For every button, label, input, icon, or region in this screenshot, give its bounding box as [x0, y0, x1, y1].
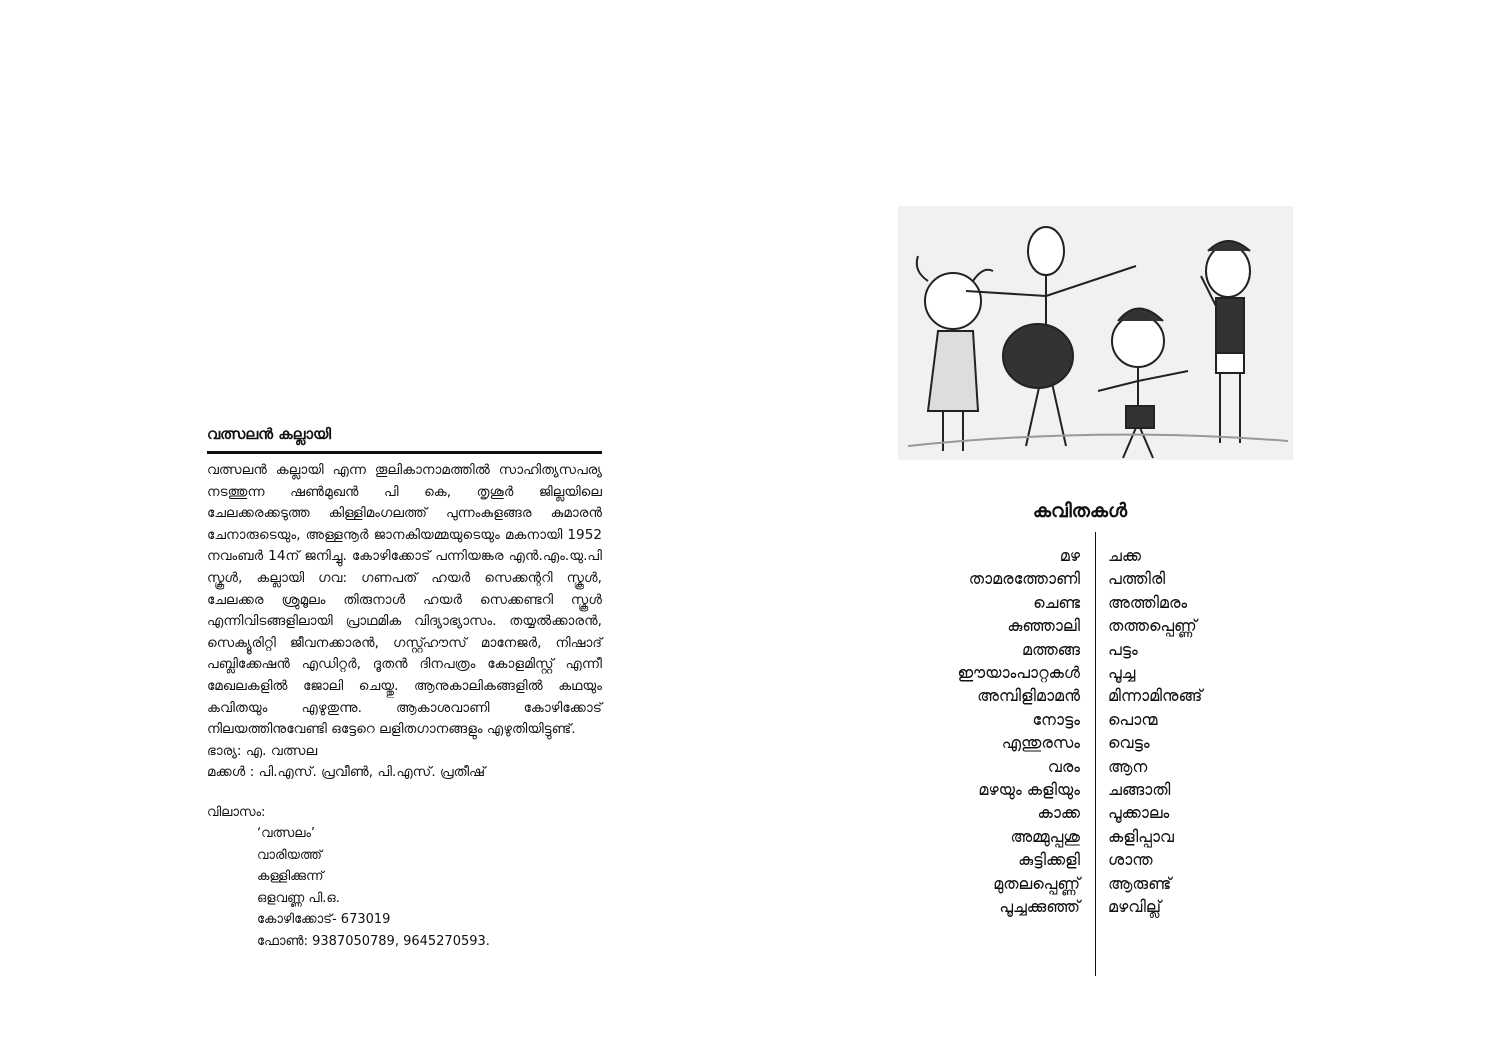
- poem-title-item: മഴവില്ല്: [1108, 897, 1161, 917]
- address-line: ഫോൺ: 9387050789, 9645270593.: [257, 933, 490, 949]
- poems-title: കവിതകൾ: [1032, 500, 1128, 522]
- column-divider: [1095, 532, 1096, 976]
- poem-title-item: പൊന്മ: [1108, 709, 1158, 729]
- poem-title-item: ചക്ക: [1108, 546, 1141, 565]
- poem-title-item: കാക്ക: [1037, 803, 1080, 823]
- address-line: കള്ളിക്കുന്ന്: [257, 869, 324, 885]
- poem-title-item: ചങ്ങാതി: [1108, 780, 1171, 800]
- poem-title-item: ആന: [1108, 756, 1148, 776]
- divider: [207, 451, 602, 454]
- address-line: വാരിയത്ത്: [257, 847, 322, 863]
- address-line: കോഴിക്കോട്- 673019: [257, 912, 391, 928]
- poem-title-item: അത്തിമരം: [1108, 592, 1188, 612]
- address-block: [207, 802, 602, 953]
- spouse: ഭാര്യ: എ. വത്സല: [207, 742, 318, 759]
- poem-title-item: മത്തങ്ങ: [1021, 639, 1080, 659]
- poem-title-item: ശാന്ത: [1108, 850, 1153, 870]
- poem-title-item: കുഞ്ഞാലി: [1007, 616, 1080, 636]
- poem-list-right: [1094, 544, 1202, 919]
- poem-title-item: കളിപ്പാവ: [1108, 826, 1174, 846]
- poem-title-item: ആരുണ്ട്: [1108, 873, 1172, 893]
- poem-title-item: അമ്പിളിമാമൻ: [977, 686, 1080, 706]
- poem-title-item: പട്ടം: [1108, 639, 1138, 659]
- children-playing-illustration: [898, 206, 1293, 460]
- poem-title-item: അമ്മുപ്പശു: [1010, 826, 1080, 846]
- poem-title-item: ഈയാംപാറ്റകൾ: [957, 663, 1080, 683]
- poem-title-item: വെട്ടം: [1108, 733, 1150, 753]
- poem-title-item: വരം: [1047, 756, 1080, 776]
- poem-title-item: പൂച്ചക്കുഞ്ഞ്: [999, 897, 1080, 917]
- author-section: [207, 425, 602, 952]
- poem-title-item: മിന്നാമിനുങ്ങ്: [1108, 686, 1203, 706]
- children: മക്കൾ : പി.എസ്. പ്രവീൺ, പി.എസ്. പ്രതീഷ്: [207, 764, 486, 781]
- poems-section: [900, 500, 1300, 919]
- poem-title-item: നോട്ടം: [1032, 709, 1080, 729]
- address-line: ഒളവണ്ണ പി.ഒ.: [257, 890, 340, 906]
- poem-title-item: പത്തിരി: [1108, 569, 1166, 589]
- poem-title-item: എന്തുരസം: [1001, 733, 1080, 753]
- poem-title-item: തത്തപ്പെണ്ണ്: [1108, 616, 1197, 636]
- poem-title-item: ചെണ്ട: [1033, 592, 1080, 612]
- address-line: ‘വത്സലം’: [257, 826, 316, 842]
- poem-title-item: പൂക്കാലം: [1108, 803, 1170, 823]
- author-name: വത്സലൻ കല്ലായി: [207, 425, 332, 443]
- poem-title-item: മഴ: [1059, 546, 1080, 565]
- poem-title-item: താമരത്തോണി: [968, 569, 1080, 589]
- poem-title-item: പൂച്ച: [1108, 663, 1136, 683]
- address-label: വിലാസം:: [207, 804, 266, 820]
- poem-list-left: [900, 544, 1094, 919]
- author-bio: വത്സലൻ കല്ലായി എന്ന തൂലികാനാമത്തിൽ സാഹിത്യസപര്യ നടത്തുന്ന ഷൺമുഖൻ പി കെ, തൃശൂർ ജില്ലയിലെ ചേലക്കരക്കടുത്ത കിള്ളിമംഗലത്ത് പുന്നംകുളങ്ങര കുമാരൻ ചേനാരുടെയും, അള്ളനൂർ ജാനകിയമ്മയുടെയും മകനായി 1952 നവംബർ 14ന് ജനിച്ചു. കോഴിക്കോട് പന്നിയങ്കര എൻ.എം.യു.പി സ്കൂൾ, കല്ലായി ഗവ: ഗണപത് ഹയർ സെക്കന്ററി സ്കൂൾ, ചേലക്കര ശ്രുമൂലം തിരുനാൾ ഹയർ സെക്കണ്ടറി സ്കൂൾ എന്നിവിടങ്ങളിലായി പ്രാഥമിക വിദ്യാഭ്യാസം. തയ്യൽക്കാരൻ, സെക്യൂരിറ്റി ജീവനക്കാരൻ, ഗസ്റ്റ്ഹൗസ് മാനേജർ, നിഷാദ് പബ്ലിക്കേഷൻ എഡിറ്റർ, ദൂതൻ ദിനപത്രം കോളമിസ്റ്റ് എന്നീ മേഖലകളിൽ ജോലി ചെയ്തു. ആനുകാലികങ്ങളിൽ കഥയും കവിതയും എഴുതുന്നു. ആകാശവാണി കോഴിക്കോട് നിലയത്തിനുവേണ്ടി ഒട്ടേറെ ലളിതഗാനങ്ങളും എഴുതിയിട്ടുണ്ട്.: [207, 462, 602, 738]
- poem-title-item: മഴയും കളിയും: [978, 780, 1080, 800]
- poem-title-item: മുതലപ്പെണ്ണ്: [993, 873, 1080, 893]
- poem-title-item: കുട്ടിക്കളി: [1018, 850, 1080, 870]
